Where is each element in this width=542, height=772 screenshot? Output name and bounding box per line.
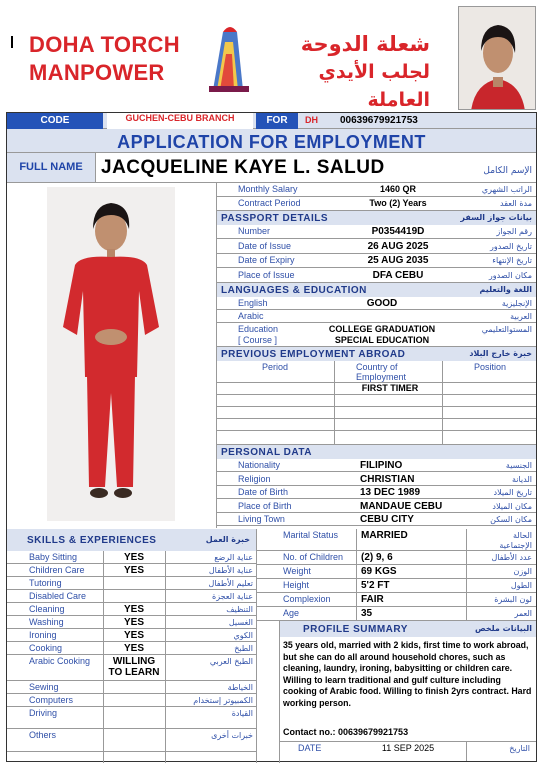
languages-title: LANGUAGES & EDUCATION — [221, 285, 367, 296]
skills-title: SKILLS & EXPERIENCES — [27, 535, 157, 546]
personal-stat-label: Weight — [283, 566, 311, 576]
personal-stat-value: 35 — [361, 608, 373, 619]
full-name-label: FULL NAME — [7, 153, 95, 182]
skill-row — [7, 590, 256, 603]
marital-ar-1: الحالة — [513, 531, 532, 540]
prev-employment-row-2 — [216, 395, 536, 407]
skill-label: Driving — [29, 708, 58, 718]
skill-ar: تعليم الأطفال — [208, 579, 253, 588]
marital-row — [257, 529, 536, 551]
letterhead — [0, 0, 542, 112]
prev-employment-ar: خبرة خارج البلاد — [469, 349, 532, 358]
company-name-line1: DOHA TORCH — [29, 32, 180, 57]
skill-ar: التنظيف — [226, 605, 253, 614]
prev-employment-first-value: FIRST TIMER — [361, 383, 419, 393]
skill-ar: القيادة — [231, 709, 253, 718]
personal-stat-label: Age — [283, 608, 300, 618]
personal-stat-ar: عدد الأطفال — [491, 553, 532, 562]
passport-row-value: DFA CEBU — [372, 269, 424, 281]
passport-row — [216, 225, 536, 239]
passport-row-ar: مكان الصدور — [488, 270, 532, 280]
personal-data-title: PERSONAL DATA — [221, 447, 312, 458]
skill-ar: الطبخ — [234, 644, 253, 653]
passport-row-value: 26 AUG 2025 — [367, 240, 429, 252]
skill-row — [7, 629, 256, 642]
personal-row-ar: الجنسية — [505, 461, 532, 470]
personal-row-label: Place of Birth — [238, 500, 292, 511]
marital-label: Marital Status — [283, 530, 339, 540]
education-course-label: [ Course ] — [238, 335, 278, 345]
personal-row-label: Nationality — [238, 460, 281, 470]
torch-tower-logo — [203, 24, 255, 96]
passport-row-ar: تاريخ الصدور — [490, 241, 532, 251]
skills-section-header — [7, 529, 256, 551]
full-body-photo — [47, 187, 175, 521]
passport-ar: بيانات جواز السفر — [460, 213, 532, 222]
profile-summary-header — [279, 621, 536, 637]
profile-contact: Contact no.: 00639679921753 — [283, 727, 409, 737]
skill-value: WILLING — [112, 656, 156, 667]
full-name-ar: الإسم الكامل — [483, 166, 532, 176]
application-form — [6, 112, 537, 762]
personal-stat-value: (2) 9, 6 — [361, 552, 393, 563]
skill-ar: عناية الأطفال — [208, 566, 253, 575]
skill-row — [7, 729, 256, 752]
languages-section-header — [217, 283, 536, 297]
personal-stat-row — [257, 579, 536, 593]
skill-label: Washing — [29, 617, 64, 627]
english-row — [216, 297, 536, 310]
headshot-photo — [458, 6, 536, 110]
col-country-line1: Country of — [356, 362, 398, 372]
english-ar: الإنجليزية — [501, 299, 532, 308]
passport-row-ar: تاريخ الإنتهاء — [492, 256, 532, 265]
skill-row — [7, 681, 256, 694]
passport-row — [216, 240, 536, 254]
skill-label: Computers — [29, 695, 74, 705]
personal-row-value: 13 DEC 1989 — [360, 487, 421, 498]
personal-stat-label: Height — [283, 580, 310, 590]
arabic-row — [216, 310, 536, 323]
personal-row-label: Living Town — [238, 514, 285, 524]
personal-row-ar: الديانة — [511, 474, 532, 484]
personal-row — [216, 500, 536, 513]
skill-label: Sewing — [29, 682, 59, 692]
skill-label: Tutoring — [29, 578, 62, 588]
arabic-label: Arabic — [238, 311, 264, 321]
col-period: Period — [261, 362, 288, 372]
company-name-line2: MANPOWER — [29, 60, 165, 85]
personal-row-value: CEBU CITY — [360, 514, 414, 525]
skill-ar: الغسيل — [228, 618, 253, 627]
personal-row-ar: تاريخ الميلاد — [493, 488, 532, 497]
skill-ar: عناية الرضع — [214, 553, 253, 562]
contract-row — [216, 197, 536, 211]
skill-ar: الخياطة — [227, 683, 253, 692]
skill-row — [7, 616, 256, 629]
company-name-ar — [270, 30, 430, 114]
passport-section-header — [217, 211, 536, 225]
skill-label: Others — [29, 730, 57, 740]
skill-row — [7, 551, 256, 564]
passport-row-label: Number — [238, 226, 271, 236]
english-label: English — [238, 298, 268, 308]
skill-ar: خبرات أخرى — [211, 731, 253, 740]
prev-employment-row-1 — [216, 383, 536, 395]
skill-ar: الكوي — [233, 631, 253, 640]
prev-employment-title: PREVIOUS EMPLOYMENT ABROAD — [221, 349, 406, 360]
personal-stat-row — [257, 565, 536, 579]
prev-employment-row-4 — [216, 419, 536, 431]
code-label: CODE — [7, 113, 103, 129]
salary-label: Monthly Salary — [238, 184, 298, 194]
personal-row-value: MANDAUE CEBU — [360, 500, 443, 512]
skill-row — [7, 577, 256, 590]
full-name-value: JACQUELINE KAYE L. SALUD — [101, 157, 385, 178]
date-label: DATE — [298, 743, 322, 753]
personal-stat-value: 5'2 FT — [361, 580, 390, 591]
personal-row-value: FILIPINO — [360, 460, 403, 471]
code-row — [7, 113, 536, 129]
skill-row — [7, 564, 256, 577]
education-value-2: SPECIAL EDUCATION — [334, 335, 430, 345]
salary-value: 1460 QR — [379, 184, 417, 194]
education-ar: المستوالتعليمي — [481, 325, 532, 334]
company-name-ar-line1: شعلة الدوحة — [300, 32, 430, 56]
title-row — [7, 129, 536, 153]
personal-row-label: Religion — [238, 473, 271, 484]
personal-row — [216, 513, 536, 526]
prev-employment-header-row — [216, 361, 536, 383]
languages-ar: اللغة والتعليم — [479, 285, 532, 294]
col-position: Position — [473, 362, 507, 372]
personal-row-ar: مكان السكن — [490, 515, 532, 524]
skill-value: YES — [123, 617, 144, 628]
for-value: DH — [305, 115, 318, 125]
personal-row-label: Date of Birth — [238, 487, 289, 497]
skill-label: Cleaning — [29, 604, 65, 614]
profile-title: PROFILE SUMMARY — [303, 624, 408, 635]
skill-row — [7, 707, 256, 729]
header-phone: 00639679921753 — [340, 115, 418, 126]
arabic-ar: العربية — [510, 312, 532, 321]
salary-ar: الراتب الشهري — [481, 185, 532, 194]
skill-label: Disabled Care — [29, 591, 87, 601]
personal-stat-value: 69 KGS — [361, 566, 397, 577]
skill-value: YES — [123, 604, 144, 615]
skill-row — [7, 642, 256, 655]
personal-row-value: CHRISTIAN — [360, 473, 415, 485]
date-row — [280, 742, 536, 762]
prev-employment-row-3 — [216, 407, 536, 419]
marital-value: MARRIED — [361, 530, 408, 541]
company-name-ar-line2: لجلب الأيدي العاملة — [318, 61, 430, 111]
skill-ar: الطبخ العربي — [209, 657, 253, 666]
education-value-1: COLLEGE GRADUATION — [328, 324, 436, 334]
skills-ar: خبرة العمل — [205, 535, 250, 544]
education-label: Education — [238, 324, 279, 334]
skill-value: YES — [123, 630, 144, 641]
passport-row-value: 25 AUG 2035 — [367, 255, 429, 266]
passport-row-label: Date of Issue — [238, 240, 292, 251]
col-country-line2: Employment — [356, 372, 407, 382]
personal-stat-ar: الطول — [510, 581, 532, 590]
personal-stat-ar: لون البشرة — [494, 595, 532, 604]
personal-stat-label: Complexion — [283, 594, 331, 604]
passport-row-ar: رقم الجواز — [496, 227, 532, 236]
skill-ar: عناية العجزة — [212, 592, 253, 601]
contract-label: Contract Period — [238, 198, 301, 208]
skill-label: Children Care — [29, 565, 85, 575]
date-value: 11 SEP 2025 — [381, 743, 435, 753]
passport-row-label: Date of Expiry — [238, 255, 295, 265]
passport-row — [216, 269, 536, 283]
personal-row — [216, 459, 536, 472]
passport-title: PASSPORT DETAILS — [221, 213, 329, 224]
profile-ar: البيانات ملخص — [474, 624, 532, 633]
personal-row-ar: مكان الميلاد — [492, 501, 532, 511]
passport-row-label: Place of Issue — [238, 269, 295, 280]
skill-label: Baby Sitting — [29, 552, 78, 562]
personal-row — [216, 473, 536, 486]
date-ar: التاريخ — [509, 744, 530, 753]
personal-stat-row — [257, 551, 536, 565]
personal-stat-row — [257, 607, 536, 621]
for-label: FOR — [256, 113, 298, 129]
profile-summary-text: 35 years old, married with 2 kids, first time to work abroad, but she can do all around household chores, such as cleaning, laundry, ironing, babysitting or children care. Willing to learn traditional and gulf culture including cooking of Arabic food. Willing to finish 2yrs contract. Hard working person. — [283, 640, 532, 708]
personal-stat-ar: الوزن — [513, 567, 532, 576]
skill-label: Ironing — [29, 630, 57, 640]
form-title: APPLICATION FOR EMPLOYMENT — [117, 132, 426, 152]
skill-row — [7, 694, 256, 707]
prev-employment-section-header — [217, 347, 536, 361]
skill-ar: الكمبيوتر إستخدام — [193, 696, 253, 705]
english-value: GOOD — [366, 298, 398, 309]
skill-label: Cooking — [29, 643, 63, 653]
personal-row — [216, 486, 536, 499]
company-name-en — [29, 31, 180, 87]
text-cursor-mark — [11, 36, 13, 48]
personal-stat-row — [257, 593, 536, 607]
education-row — [216, 323, 536, 347]
skill-row — [7, 655, 256, 681]
salary-row — [216, 183, 536, 197]
skill-value-line2: TO LEARN — [108, 667, 160, 678]
branch-name: GUCHEN-CEBU BRANCH — [107, 113, 253, 129]
skill-row — [7, 603, 256, 616]
skill-value: YES — [123, 552, 144, 563]
contract-ar: مدة العقد — [500, 199, 532, 208]
skill-label: Arabic Cooking — [29, 656, 91, 666]
full-name-row — [7, 153, 536, 183]
personal-stat-ar: العمر — [514, 609, 532, 618]
personal-stat-value: FAIR — [361, 594, 384, 605]
skill-value: YES — [123, 565, 144, 576]
personal-stat-label: No. of Children — [283, 552, 344, 562]
contract-value: Two (2) Years — [369, 198, 427, 208]
passport-row — [216, 254, 536, 268]
prev-employment-row-5 — [216, 431, 536, 445]
skill-value: YES — [123, 643, 144, 654]
personal-data-section-header — [217, 445, 536, 459]
marital-ar-2: الإجتماعية — [499, 541, 532, 550]
passport-row-value: P0354419D — [371, 226, 425, 237]
